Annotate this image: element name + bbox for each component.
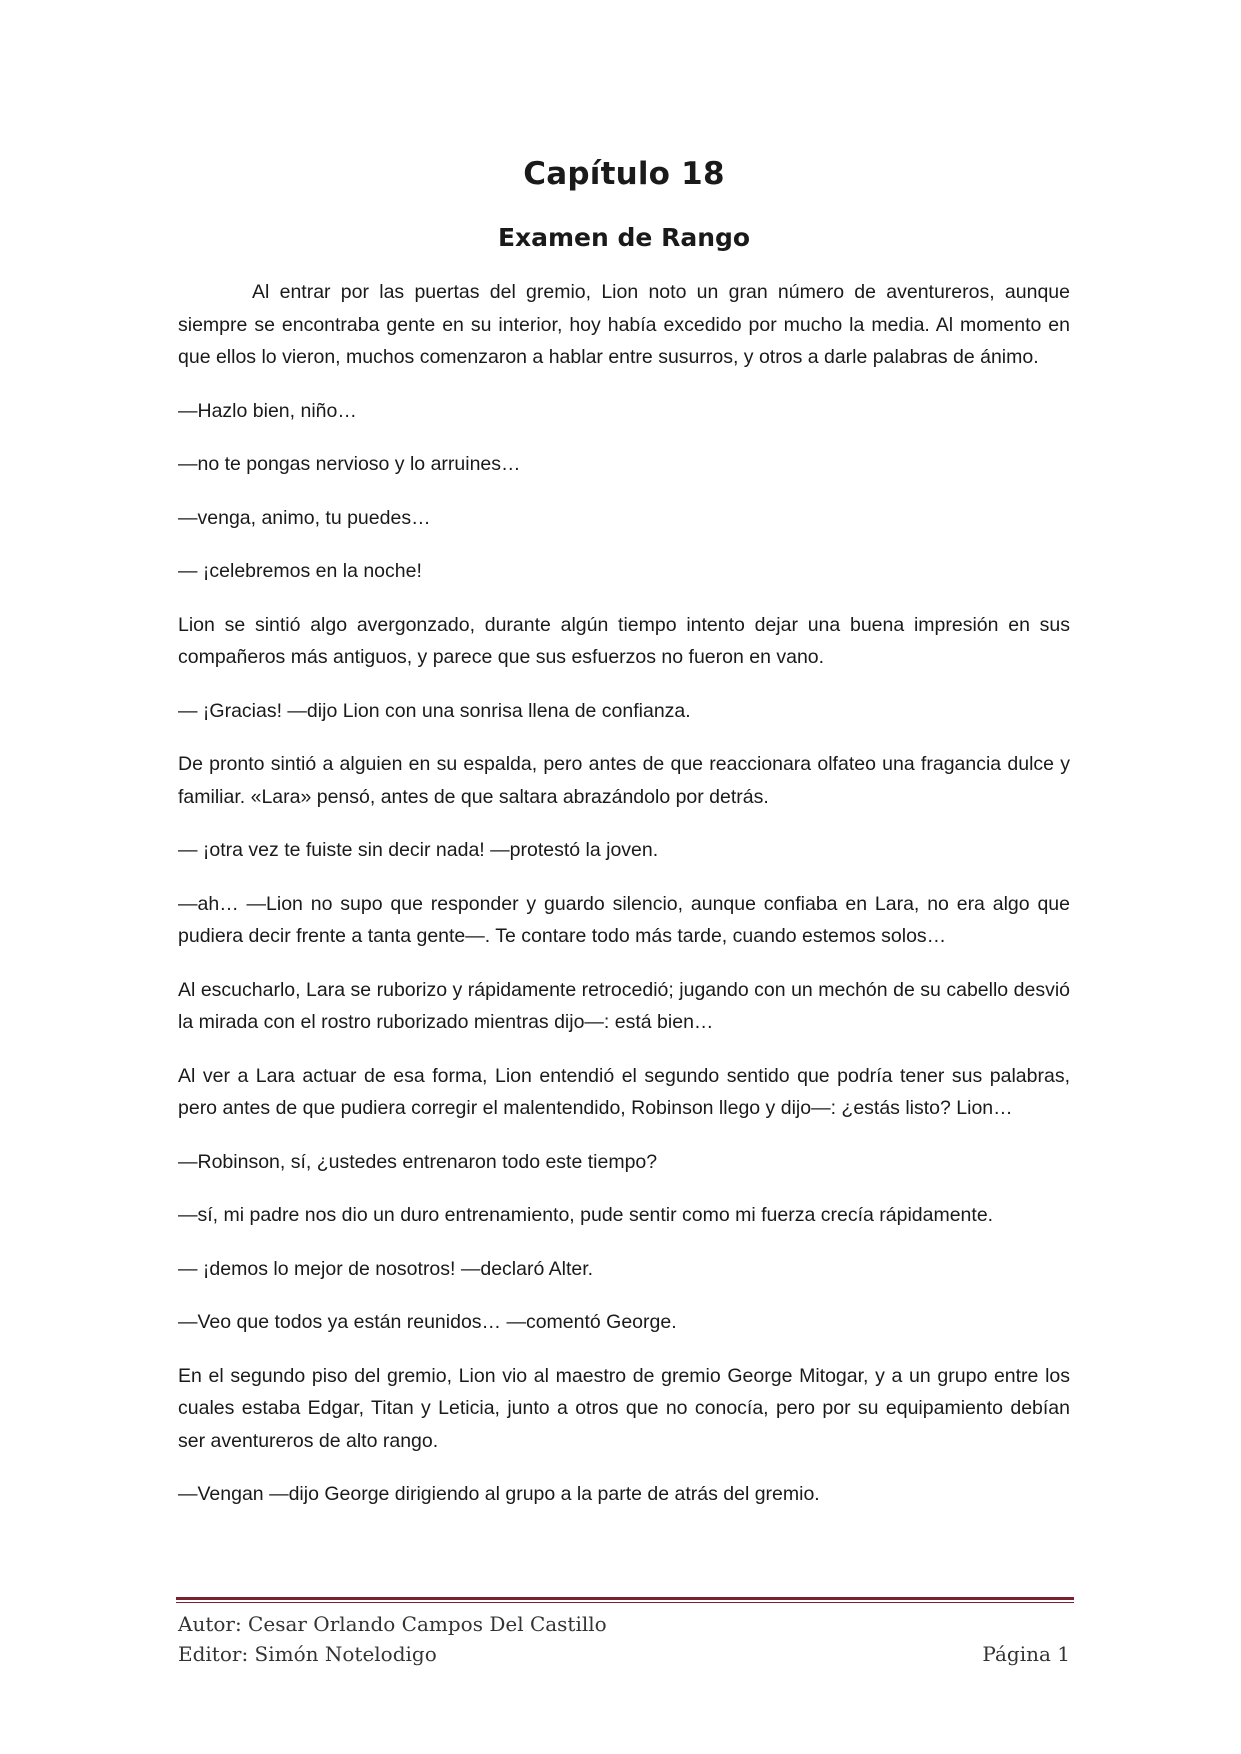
paragraph: Lion se sintió algo avergonzado, durante algún tiempo intento dejar una buena impresión en sus compañeros más antiguos, y parece que sus esfuerzos no fueron en vano. bbox=[178, 613, 1070, 668]
paragraph: —Vengan —dijo George dirigiendo al grupo a la parte de atrás del gremio. bbox=[178, 1483, 820, 1505]
paragraph: — ¡Gracias! —dijo Lion con una sonrisa llena de confianza. bbox=[178, 699, 691, 722]
paragraph: —Hazlo bien, niño… bbox=[178, 399, 357, 422]
paragraph: — ¡demos lo mejor de nosotros! —declaró Alter. bbox=[178, 1257, 594, 1280]
body-text bbox=[178, 276, 1070, 1511]
chapter-title: Capítulo 18 bbox=[523, 156, 725, 192]
paragraph: —venga, animo, tu puedes… bbox=[178, 506, 431, 529]
paragraph: —Veo que todos ya están reunidos… —comentó George. bbox=[178, 1311, 677, 1333]
paragraph: —ah… —Lion no supo que responder y guardo silencio, aunque confiaba en Lara, no era algo que pudiera decir frente a tanta gente—. Te contare todo más tarde, cuando estemos solos… bbox=[178, 892, 1070, 947]
paragraph: —no te pongas nervioso y lo arruines… bbox=[178, 453, 521, 475]
page-number: Página 1 bbox=[982, 1642, 1070, 1666]
paragraph: Al entrar por las puertas del gremio, Lion noto un gran número de aventureros, aunque siempre se encontraba gente en su interior, hoy había excedido por mucho la media. Al momento en que ellos lo vieron, muchos comenzaron a hablar entre susurros, y otros a darle palabras de ánimo. bbox=[178, 281, 1070, 368]
paragraph: En el segundo piso del gremio, Lion vio al maestro de gremio George Mitogar, y a un grupo entre los cuales estaba Edgar, Titan y Leticia, junto a otros que no conocía, pero por su equipamiento debían ser aventureros de alto rango. bbox=[178, 1364, 1070, 1452]
footer-divider-thin bbox=[176, 1602, 1074, 1603]
paragraph: Al ver a Lara actuar de esa forma, Lion entendió el segundo sentido que podría tener sus palabras, pero antes de que pudiera corregir el malentendido, Robinson llego y dijo—: ¿estás listo? Lion… bbox=[178, 1064, 1070, 1119]
footer-author-line bbox=[178, 1609, 1070, 1639]
page-content bbox=[178, 150, 1070, 1532]
paragraph: —Robinson, sí, ¿ustedes entrenaron todo este tiempo? bbox=[178, 1150, 658, 1173]
paragraph: De pronto sintió a alguien en su espalda, pero antes de que reaccionara olfateo una fragancia dulce y familiar. «Lara» pensó, antes de que saltara abrazándolo por detrás. bbox=[178, 753, 1070, 808]
chapter-subtitle: Examen de Rango bbox=[497, 223, 751, 252]
paragraph: — ¡otra vez te fuiste sin decir nada! —protestó la joven. bbox=[178, 839, 659, 861]
footer-author: Autor: Cesar Orlando Campos Del Castillo bbox=[178, 1612, 607, 1636]
footer-editor-line bbox=[178, 1639, 1070, 1669]
footer-divider bbox=[176, 1597, 1074, 1600]
paragraph: — ¡celebremos en la noche! bbox=[178, 560, 422, 582]
page-footer bbox=[178, 1609, 1070, 1669]
footer-editor: Editor: Simón Notelodigo bbox=[178, 1642, 437, 1666]
paragraph: —sí, mi padre nos dio un duro entrenamiento, pude sentir como mi fuerza crecía rápidamente. bbox=[178, 1204, 994, 1226]
paragraph: Al escucharlo, Lara se ruborizo y rápidamente retrocedió; jugando con un mechón de su cabello desvió la mirada con el rostro ruborizado mientras dijo—: está bien… bbox=[178, 978, 1070, 1033]
